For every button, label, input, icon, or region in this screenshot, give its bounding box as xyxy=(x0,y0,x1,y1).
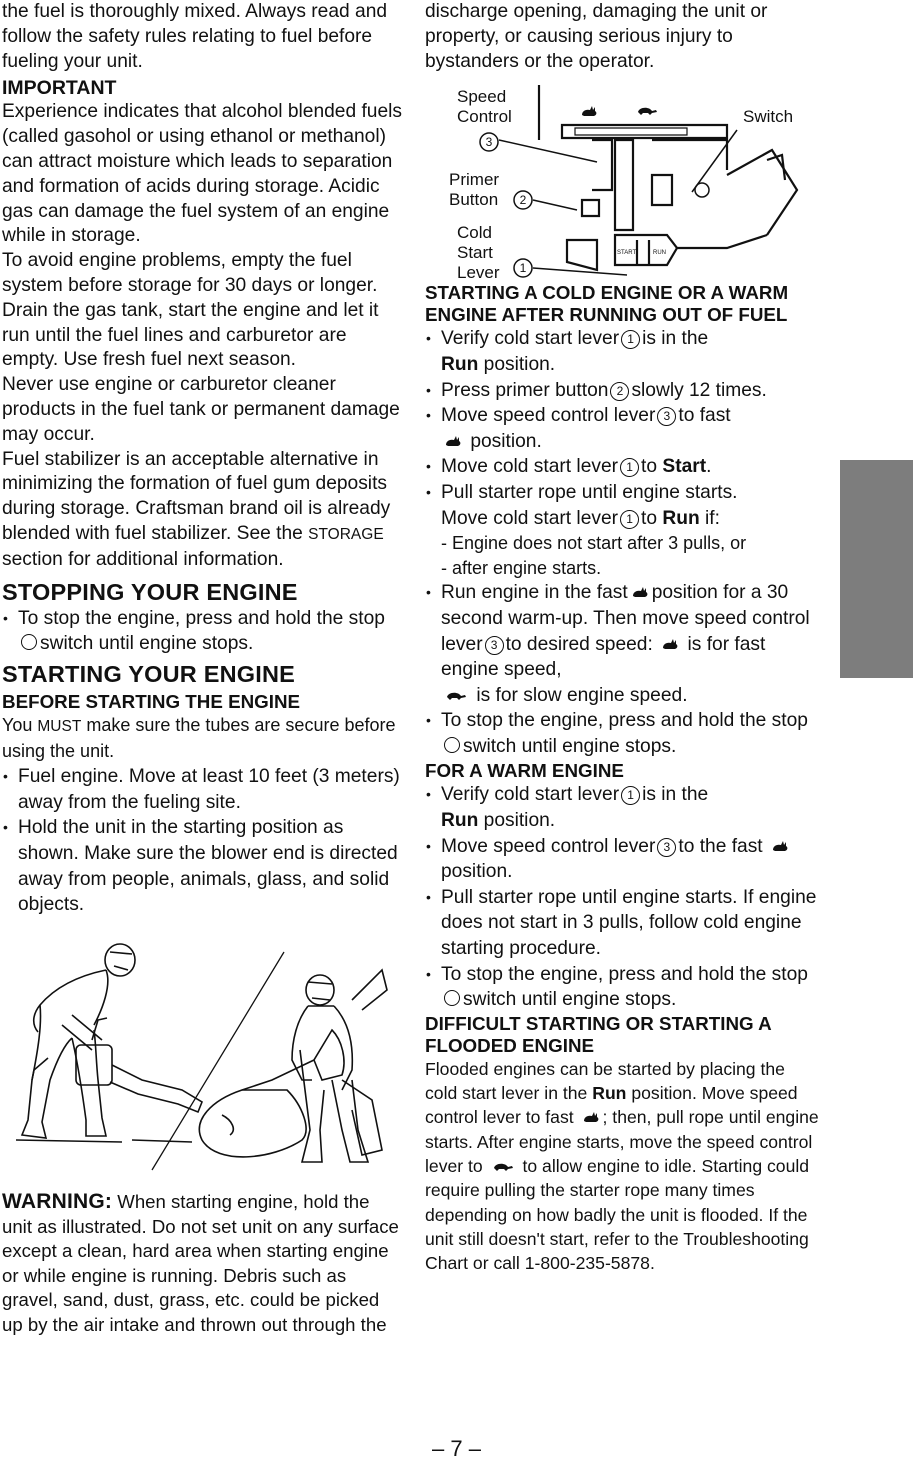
list-item: • Move cold start lever 1 to Start. xyxy=(425,454,820,480)
left-column xyxy=(2,0,402,1338)
paragraph: Never use engine or carburetor cleaner products in the fuel tank or permanent damage may occur. xyxy=(2,374,400,445)
paragraph: Experience indicates that alcohol blended fuels (called gasohol or using ethanol or methanol) can attract moisture which leads to separation and formation of acids during storage. Acidic gas can damage the fuel system of an engine while in storage. xyxy=(2,101,403,247)
right-column xyxy=(425,0,820,1276)
list-item: • Press primer button 2 slowly 12 times. xyxy=(425,378,820,404)
list-item: • To stop the engine, press and hold the stopswitch until engine stops. xyxy=(2,606,402,657)
list-item: • Run engine in the fast position for a 30 second warm-up. Then move speed control lever 3 to desired speed: is for fast engine speed, is for slow engine speed. xyxy=(425,580,820,708)
list-item: • Hold the unit in the starting position as shown. Make sure the blower end is directed away from people, animals, glass, and solid objects. xyxy=(2,815,402,917)
flooded-engine-heading: DIFFICULT STARTING OR STARTING A FLOODED ENGINE xyxy=(425,1012,772,1056)
switch-label: Switch xyxy=(743,107,794,127)
cold-label: Cold xyxy=(457,223,492,243)
stop-switch-icon xyxy=(444,737,460,753)
lever-number-1-icon: 1 xyxy=(621,330,640,349)
start-label: Start xyxy=(457,243,493,263)
paragraph: the fuel is thoroughly mixed. Always read and follow the safety rules relating to fuel before fueling your unit. xyxy=(2,1,388,72)
rabbit-fast-icon xyxy=(631,585,649,599)
rabbit-fast-icon xyxy=(771,839,789,853)
before-starting-heading: BEFORE STARTING THE ENGINE xyxy=(2,690,301,712)
page-number: – 7 – xyxy=(432,1436,481,1461)
speed-label: Speed xyxy=(457,87,507,107)
list-item: • Fuel engine. Move at least 10 feet (3 meters) away from the fueling site. xyxy=(2,764,402,815)
paragraph: Fuel stabilizer is an acceptable alternative in minimizing the formation of fuel gum deposits during storage. Craftsman brand oil is already blended with fuel stabilizer. See the STORAGE section for additional information. xyxy=(2,448,391,570)
button-number-2-icon: 2 xyxy=(610,382,629,401)
stopping-heading: STOPPING YOUR ENGINE xyxy=(2,578,298,605)
turtle-slow-icon xyxy=(491,1160,515,1172)
paragraph: discharge opening, damaging the unit or property, or causing serious injury to bystanders or the operator. xyxy=(425,1,768,72)
starting-heading: STARTING YOUR ENGINE xyxy=(2,660,295,687)
control-number-3-icon: 3 xyxy=(657,838,676,857)
paragraph: You MUST make sure the tubes are secure before using the unit. xyxy=(2,714,396,762)
paragraph: To avoid engine problems, empty the fuel system before storage for 30 days or longer. Drain the gas tank, start the engine and let it run until the fuel lines and carburetor are empty. Use fresh fuel next season. xyxy=(2,250,379,371)
paragraph: Flooded engines can be started by placing the cold start lever in the Run position. Move speed control lever to fast ; then, pull rope until engine starts. After engine starts, move the speed control lever to to allow engine to idle. Starting could require pulling the starter rope many times depending on how badly the unit is flooded. If the unit still doesn't start, refer to the Troubleshooting Chart or call 1-800-235-5878. xyxy=(425,1058,819,1274)
control-label: Control xyxy=(457,107,512,127)
svg-text:RUN: RUN xyxy=(653,250,666,257)
warning-label: WARNING: xyxy=(2,1189,113,1213)
dash-item: - after engine starts. xyxy=(441,557,602,578)
turtle-slow-icon xyxy=(444,689,468,701)
rabbit-fast-icon xyxy=(661,637,679,651)
lever-number-1-icon: 1 xyxy=(620,458,639,477)
svg-text:3: 3 xyxy=(485,135,493,150)
engine-controls-diagram xyxy=(437,80,822,280)
cold-engine-heading: STARTING A COLD ENGINE OR A WARM ENGINE AFTER RUNNING OUT OF FUEL xyxy=(425,282,789,326)
svg-text:1: 1 xyxy=(519,261,527,276)
stop-switch-icon xyxy=(444,990,460,1006)
svg-text:START: START xyxy=(617,250,637,257)
lever-number-1-icon: 1 xyxy=(621,786,640,805)
control-number-3-icon: 3 xyxy=(657,407,676,426)
list-item: • To stop the engine, press and hold the stopswitch until engine stops. xyxy=(425,962,820,1013)
rabbit-fast-icon xyxy=(582,1110,600,1124)
primer-label: Primer xyxy=(449,170,500,190)
warm-engine-heading: FOR A WARM ENGINE xyxy=(425,760,624,782)
button-label: Button xyxy=(449,190,499,210)
list-item: • Move speed control lever 3 to fast position. xyxy=(425,403,820,454)
list-item: • Verify cold start lever 1 is in the Run position. xyxy=(425,326,820,377)
stop-switch-icon xyxy=(21,634,37,650)
control-number-3-icon: 3 xyxy=(485,636,504,655)
list-item: • Move speed control lever 3 to the fast position. xyxy=(425,834,820,885)
rabbit-fast-icon xyxy=(444,434,462,448)
list-item: • To stop the engine, press and hold the stopswitch until engine stops. xyxy=(425,708,820,759)
section-tab-marker xyxy=(840,460,913,678)
important-heading: IMPORTANT xyxy=(2,77,117,100)
lever-label: Lever xyxy=(457,263,500,281)
warning-paragraph: WARNING: When starting engine, hold the unit as illustrated. Do not set unit on any surface except a clean, hard area when starting engine or while engine is running. Debris such as gravel, sand, dust, grass, etc. could be picked up by the air intake and thrown out through the xyxy=(2,1189,399,1336)
list-item: • Pull starter rope until engine starts. If engine does not start in 3 pulls, follow cold engine starting procedure. xyxy=(425,885,820,962)
dash-item: - Engine does not start after 3 pulls, or xyxy=(441,533,747,554)
list-item: • Pull starter rope until engine starts. Move cold start lever 1 to Run if: xyxy=(425,480,820,531)
starting-position-illustration xyxy=(2,930,400,1180)
lever-number-1-icon: 1 xyxy=(620,510,639,529)
list-item: • Verify cold start lever 1 is in the Run position. xyxy=(425,782,820,833)
svg-text:2: 2 xyxy=(519,193,527,208)
